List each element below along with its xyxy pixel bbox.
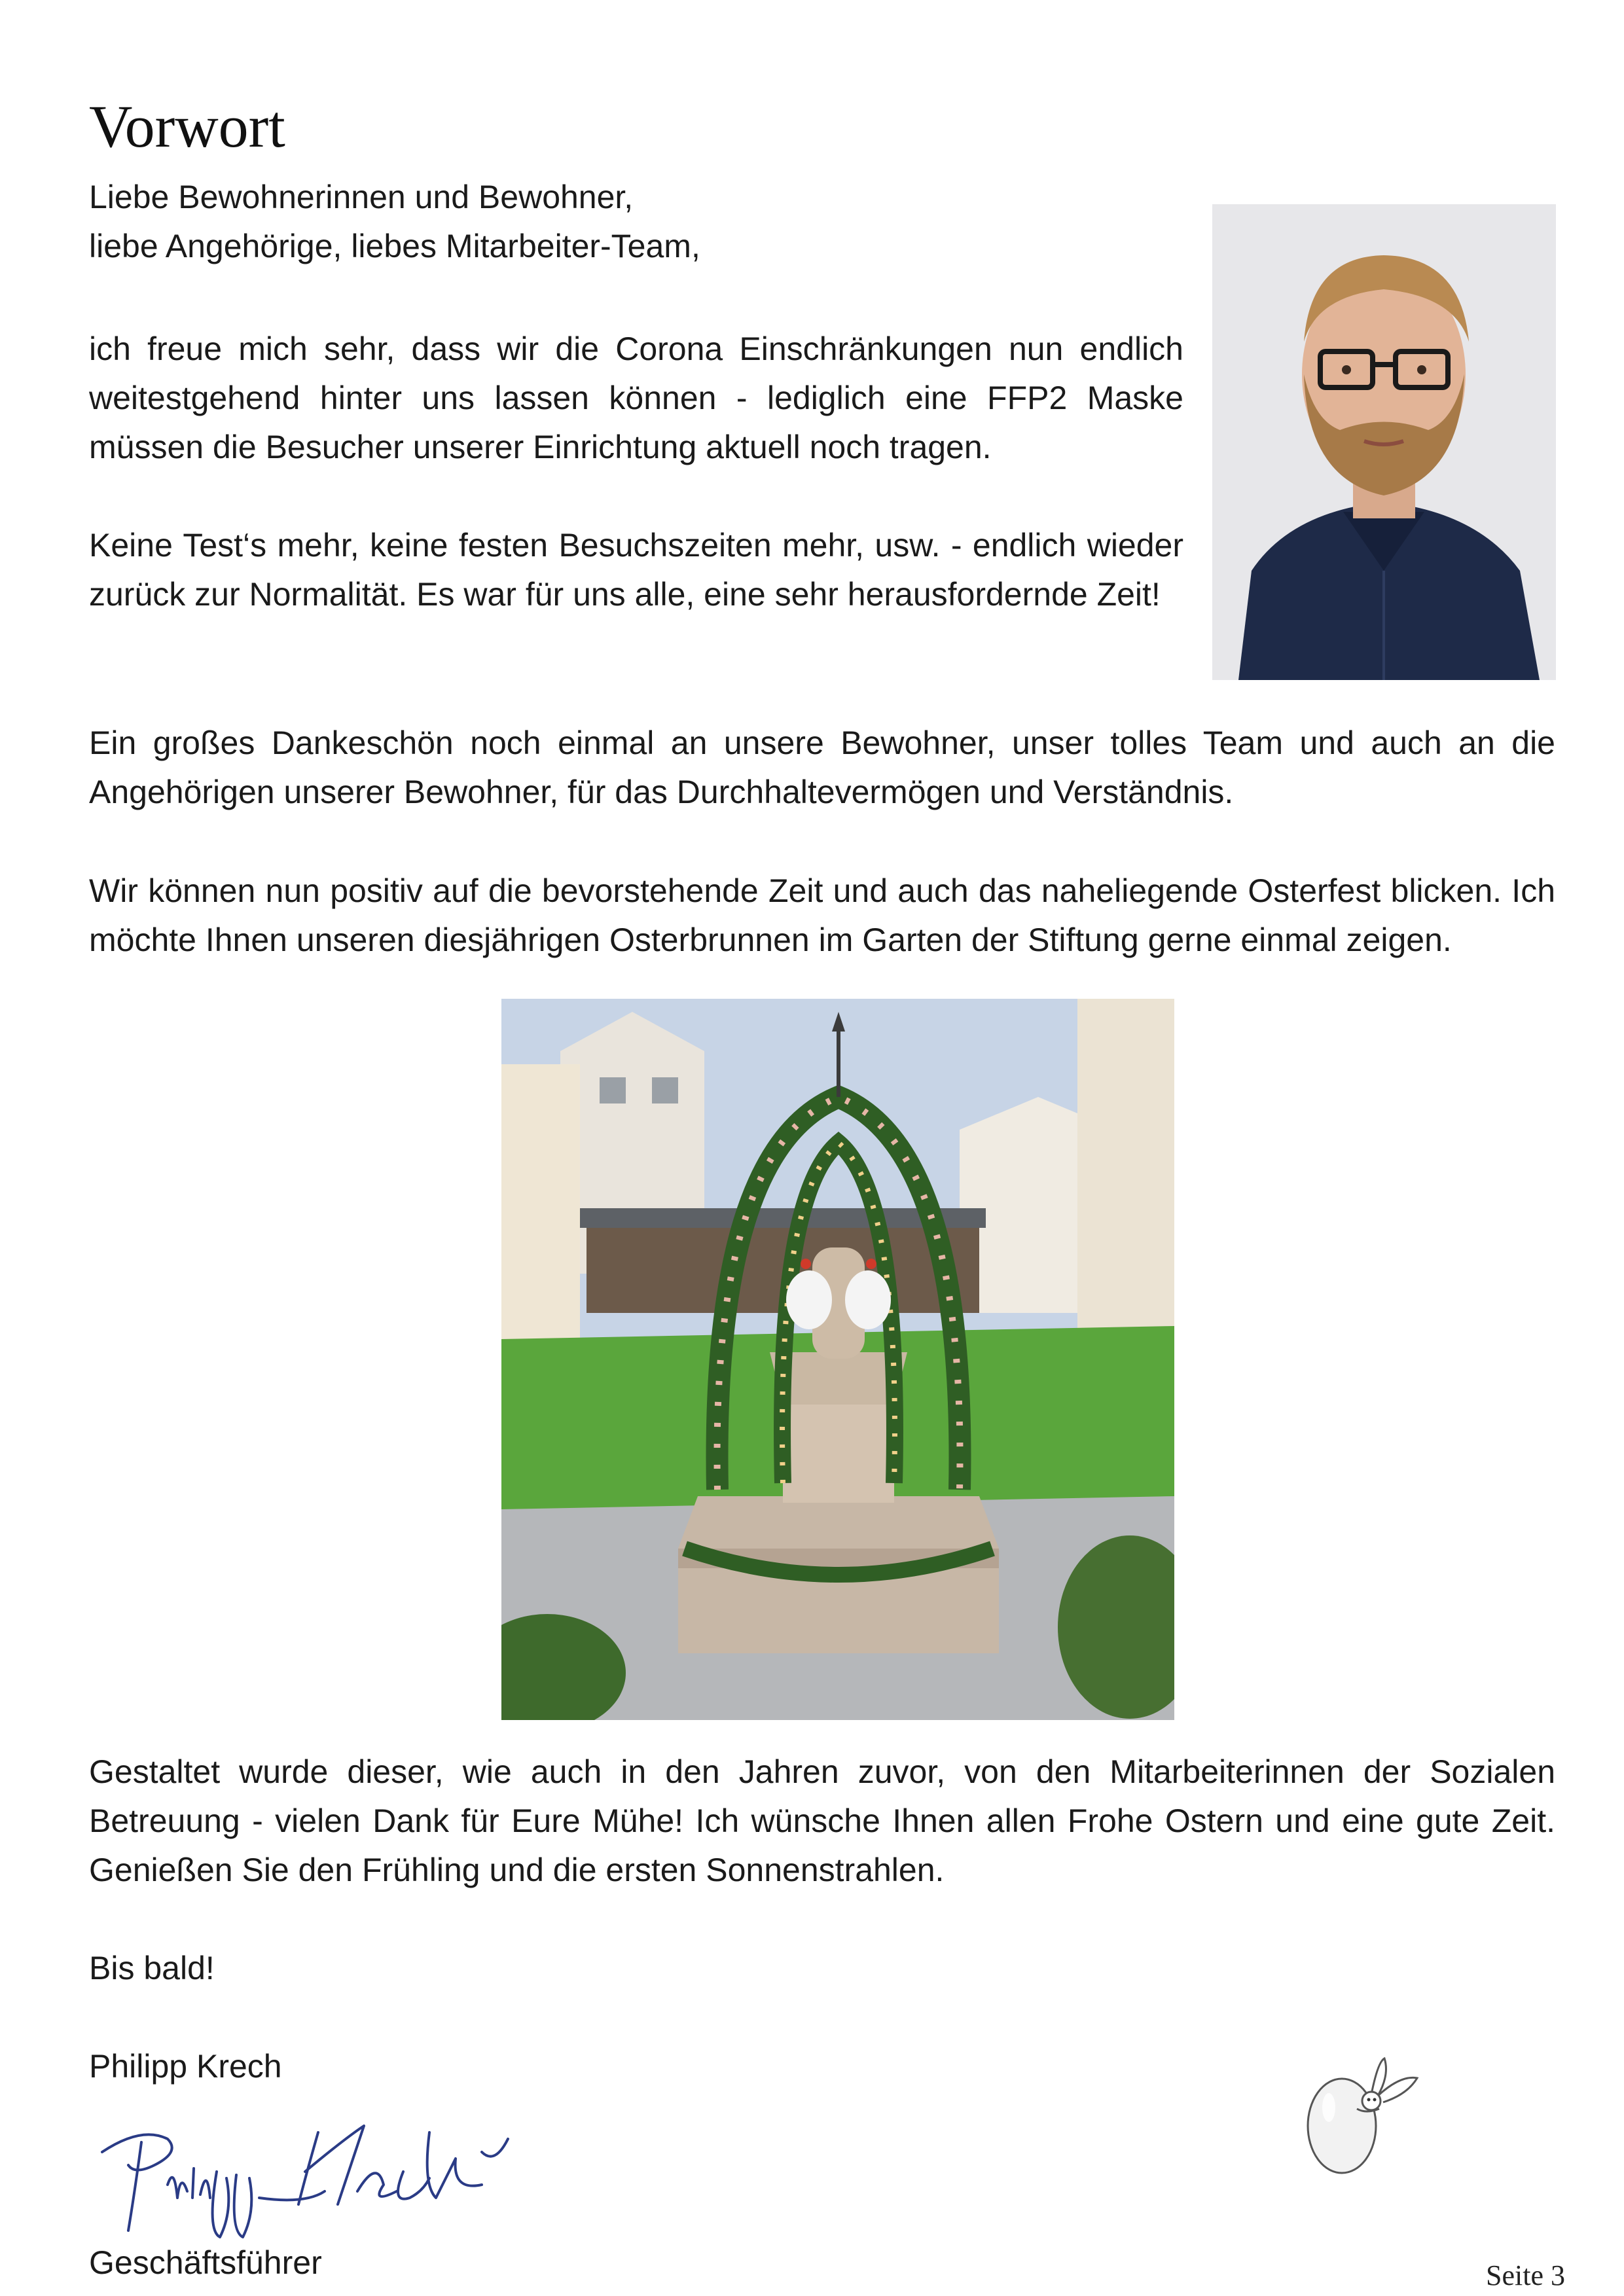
page-number: Seite 3 — [1486, 2259, 1565, 2291]
paragraph-easter: Wir können nun positiv auf die bevorstehende Zeit und auch das naheliegende Osterfest blicken. Ich möchte Ihnen unseren diesjährigen Osterbrunnen im Garten der Stiftung gerne einmal zeigen. — [89, 872, 1555, 958]
paragraph-thanks: Ein großes Dankeschön noch einmal an unsere Bewohner, unser tolles Team und auch an die Angehörigen unserer Bewohner, für das Durchhaltevermögen und Verständnis. — [89, 725, 1555, 810]
greeting-line-2: liebe Angehörige, liebes Mitarbeiter-Team, — [89, 228, 700, 264]
paragraph-thanks-team: Gestaltet wurde dieser, wie auch in den Jahren zuvor, von den Mitarbeiterinnen der Sozialen Betreuung - vielen Dank für Eure Mühe! Ich wünsche Ihnen allen Frohe Ostern und eine gute Zeit. Genießen Sie den Frühling und die ersten Sonnenstrahlen. — [89, 1753, 1555, 1888]
author-name: Philipp Krech — [89, 2048, 282, 2085]
author-role: Geschäftsführer — [89, 2244, 322, 2281]
closing: Bis bald! — [89, 1950, 215, 1986]
paragraph-normality: Keine Test‘s mehr, keine festen Besuchszeiten mehr, usw. - endlich wieder zurück zur Normalität. Es war für uns alle, eine sehr herausfordernde Zeit! — [89, 527, 1183, 613]
easter-egg-bunny-icon — [1280, 2049, 1437, 2186]
paragraph-corona: ich freue mich sehr, dass wir die Corona Einschränkungen nun endlich weitestgehend hinter uns lassen können - lediglich eine FFP2 Maske müssen die Besucher unserer Einrichtung aktuell noch tragen. — [89, 331, 1183, 465]
page-title: Vorwort — [89, 93, 285, 160]
easter-fountain-photo — [501, 999, 1174, 1720]
author-portrait-photo — [1212, 204, 1556, 680]
greeting-line-1: Liebe Bewohnerinnen und Bewohner, — [89, 179, 634, 215]
handwritten-signature — [89, 2113, 521, 2244]
